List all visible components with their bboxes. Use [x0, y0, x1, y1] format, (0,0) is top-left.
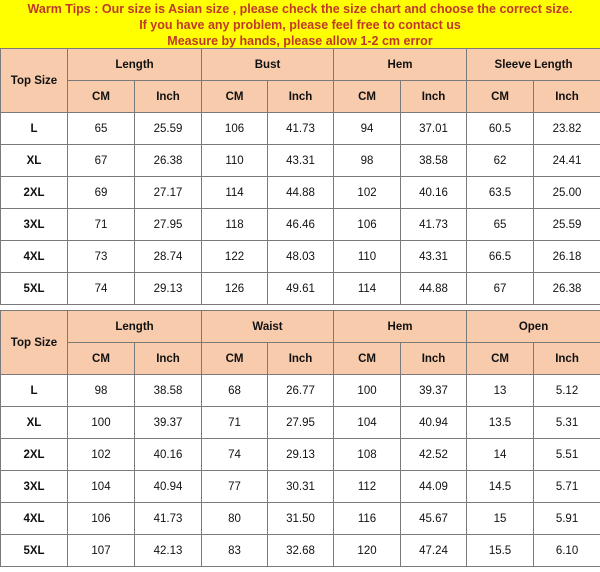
measurement-cell: 67: [68, 145, 135, 177]
measurement-cell: 38.58: [401, 145, 467, 177]
measurement-cell: 23.82: [534, 113, 600, 145]
measurement-cell: 118: [202, 209, 268, 241]
measurement-cell: 42.13: [135, 535, 202, 567]
unit-header: Inch: [534, 343, 600, 375]
measurement-cell: 40.16: [401, 177, 467, 209]
measurement-cell: 31.50: [268, 503, 334, 535]
measurement-cell: 40.94: [135, 471, 202, 503]
measurement-cell: 104: [68, 471, 135, 503]
measurement-cell: 13.5: [467, 407, 534, 439]
measurement-cell: 100: [334, 375, 401, 407]
measurement-cell: 110: [334, 241, 401, 273]
unit-header: Inch: [268, 343, 334, 375]
measurement-cell: 74: [202, 439, 268, 471]
measurement-cell: 71: [68, 209, 135, 241]
measurement-cell: 68: [202, 375, 268, 407]
measurement-cell: 69: [68, 177, 135, 209]
measurement-cell: 83: [202, 535, 268, 567]
table-row: [1, 209, 600, 241]
measurement-cell: 100: [68, 407, 135, 439]
measurement-cell: 44.88: [268, 177, 334, 209]
unit-header: Inch: [401, 81, 467, 113]
measurement-cell: 39.37: [401, 375, 467, 407]
group-header: Bust: [202, 49, 334, 81]
size-label: 3XL: [1, 209, 68, 241]
unit-header: Inch: [135, 343, 202, 375]
table-row: [1, 177, 600, 209]
measurement-cell: 67: [467, 273, 534, 305]
measurement-cell: 60.5: [467, 113, 534, 145]
measurement-cell: 42.52: [401, 439, 467, 471]
measurement-cell: 108: [334, 439, 401, 471]
measurement-cell: 38.58: [135, 375, 202, 407]
table-row: [1, 241, 600, 273]
table-row: [1, 439, 600, 471]
measurement-cell: 25.00: [534, 177, 600, 209]
measurement-cell: 14.5: [467, 471, 534, 503]
measurement-cell: 26.18: [534, 241, 600, 273]
table-row: [1, 145, 600, 177]
banner-line-3: Measure by hands, please allow 1-2 cm error: [167, 34, 433, 48]
measurement-cell: 40.16: [135, 439, 202, 471]
unit-header: CM: [334, 343, 401, 375]
measurement-cell: 37.01: [401, 113, 467, 145]
measurement-cell: 71: [202, 407, 268, 439]
measurement-cell: 62: [467, 145, 534, 177]
measurement-cell: 25.59: [534, 209, 600, 241]
unit-header: Inch: [534, 81, 600, 113]
table-row: [1, 113, 600, 145]
table-row: [1, 535, 600, 567]
unit-header: CM: [467, 81, 534, 113]
measurement-cell: 94: [334, 113, 401, 145]
size-label: L: [1, 375, 68, 407]
measurement-cell: 5.91: [534, 503, 600, 535]
group-header-row: [1, 49, 600, 81]
measurement-cell: 39.37: [135, 407, 202, 439]
unit-header: CM: [467, 343, 534, 375]
group-header: Hem: [334, 311, 467, 343]
size-label: L: [1, 113, 68, 145]
measurement-cell: 43.31: [268, 145, 334, 177]
table-row: [1, 375, 600, 407]
measurement-cell: 112: [334, 471, 401, 503]
unit-header: Inch: [135, 81, 202, 113]
measurement-cell: 110: [202, 145, 268, 177]
size-label: 5XL: [1, 273, 68, 305]
measurement-cell: 98: [68, 375, 135, 407]
measurement-cell: 106: [68, 503, 135, 535]
measurement-cell: 14: [467, 439, 534, 471]
corner-label: Top Size: [1, 311, 68, 375]
measurement-cell: 114: [334, 273, 401, 305]
unit-header: CM: [202, 81, 268, 113]
measurement-cell: 120: [334, 535, 401, 567]
measurement-cell: 6.10: [534, 535, 600, 567]
group-header: Length: [68, 311, 202, 343]
measurement-cell: 106: [334, 209, 401, 241]
measurement-cell: 44.88: [401, 273, 467, 305]
measurement-cell: 122: [202, 241, 268, 273]
measurement-cell: 44.09: [401, 471, 467, 503]
measurement-cell: 65: [467, 209, 534, 241]
measurement-cell: 41.73: [268, 113, 334, 145]
group-header-row: [1, 311, 600, 343]
measurement-cell: 27.95: [268, 407, 334, 439]
table-row: [1, 407, 600, 439]
unit-header: Inch: [401, 343, 467, 375]
measurement-cell: 40.94: [401, 407, 467, 439]
size-label: 5XL: [1, 535, 68, 567]
measurement-cell: 107: [68, 535, 135, 567]
unit-header: CM: [334, 81, 401, 113]
unit-header-row: [1, 81, 600, 113]
measurement-cell: 5.12: [534, 375, 600, 407]
measurement-cell: 102: [334, 177, 401, 209]
measurement-cell: 24.41: [534, 145, 600, 177]
measurement-cell: 26.77: [268, 375, 334, 407]
measurement-cell: 106: [202, 113, 268, 145]
measurement-cell: 102: [68, 439, 135, 471]
table-row: [1, 273, 600, 305]
group-header: Waist: [202, 311, 334, 343]
measurement-cell: 47.24: [401, 535, 467, 567]
measurement-cell: 46.46: [268, 209, 334, 241]
table-row: [1, 503, 600, 535]
measurement-cell: 73: [68, 241, 135, 273]
unit-header: Inch: [268, 81, 334, 113]
banner-line-2: If you have any problem, please feel free to contact us: [139, 18, 461, 32]
top-size-table-2: [0, 310, 600, 567]
measurement-cell: 29.13: [135, 273, 202, 305]
measurement-cell: 30.31: [268, 471, 334, 503]
size-label: 4XL: [1, 241, 68, 273]
measurement-cell: 26.38: [135, 145, 202, 177]
size-label: XL: [1, 407, 68, 439]
size-label: XL: [1, 145, 68, 177]
group-header: Sleeve Length: [467, 49, 600, 81]
measurement-cell: 98: [334, 145, 401, 177]
unit-header: CM: [68, 81, 135, 113]
size-label: 4XL: [1, 503, 68, 535]
unit-header: CM: [202, 343, 268, 375]
group-header: Open: [467, 311, 600, 343]
unit-header: CM: [68, 343, 135, 375]
measurement-cell: 65: [68, 113, 135, 145]
measurement-cell: 15.5: [467, 535, 534, 567]
measurement-cell: 15: [467, 503, 534, 535]
measurement-cell: 48.03: [268, 241, 334, 273]
banner-line-1: Warm Tips : Our size is Asian size , please check the size chart and choose the correct size.: [27, 2, 573, 16]
measurement-cell: 66.5: [467, 241, 534, 273]
measurement-cell: 27.17: [135, 177, 202, 209]
warm-tips-banner: [0, 0, 600, 48]
size-label: 2XL: [1, 439, 68, 471]
measurement-cell: 80: [202, 503, 268, 535]
measurement-cell: 13: [467, 375, 534, 407]
measurement-cell: 104: [334, 407, 401, 439]
measurement-cell: 5.31: [534, 407, 600, 439]
measurement-cell: 126: [202, 273, 268, 305]
measurement-cell: 41.73: [135, 503, 202, 535]
measurement-cell: 41.73: [401, 209, 467, 241]
group-header: Length: [68, 49, 202, 81]
measurement-cell: 27.95: [135, 209, 202, 241]
measurement-cell: 114: [202, 177, 268, 209]
measurement-cell: 5.71: [534, 471, 600, 503]
measurement-cell: 63.5: [467, 177, 534, 209]
size-label: 3XL: [1, 471, 68, 503]
measurement-cell: 29.13: [268, 439, 334, 471]
measurement-cell: 5.51: [534, 439, 600, 471]
measurement-cell: 116: [334, 503, 401, 535]
group-header: Hem: [334, 49, 467, 81]
unit-header-row: [1, 343, 600, 375]
top-size-table-1: [0, 48, 600, 305]
measurement-cell: 25.59: [135, 113, 202, 145]
measurement-cell: 74: [68, 273, 135, 305]
measurement-cell: 49.61: [268, 273, 334, 305]
measurement-cell: 26.38: [534, 273, 600, 305]
measurement-cell: 28.74: [135, 241, 202, 273]
size-label: 2XL: [1, 177, 68, 209]
measurement-cell: 32.68: [268, 535, 334, 567]
measurement-cell: 43.31: [401, 241, 467, 273]
measurement-cell: 45.67: [401, 503, 467, 535]
measurement-cell: 77: [202, 471, 268, 503]
corner-label: Top Size: [1, 49, 68, 113]
table-row: [1, 471, 600, 503]
